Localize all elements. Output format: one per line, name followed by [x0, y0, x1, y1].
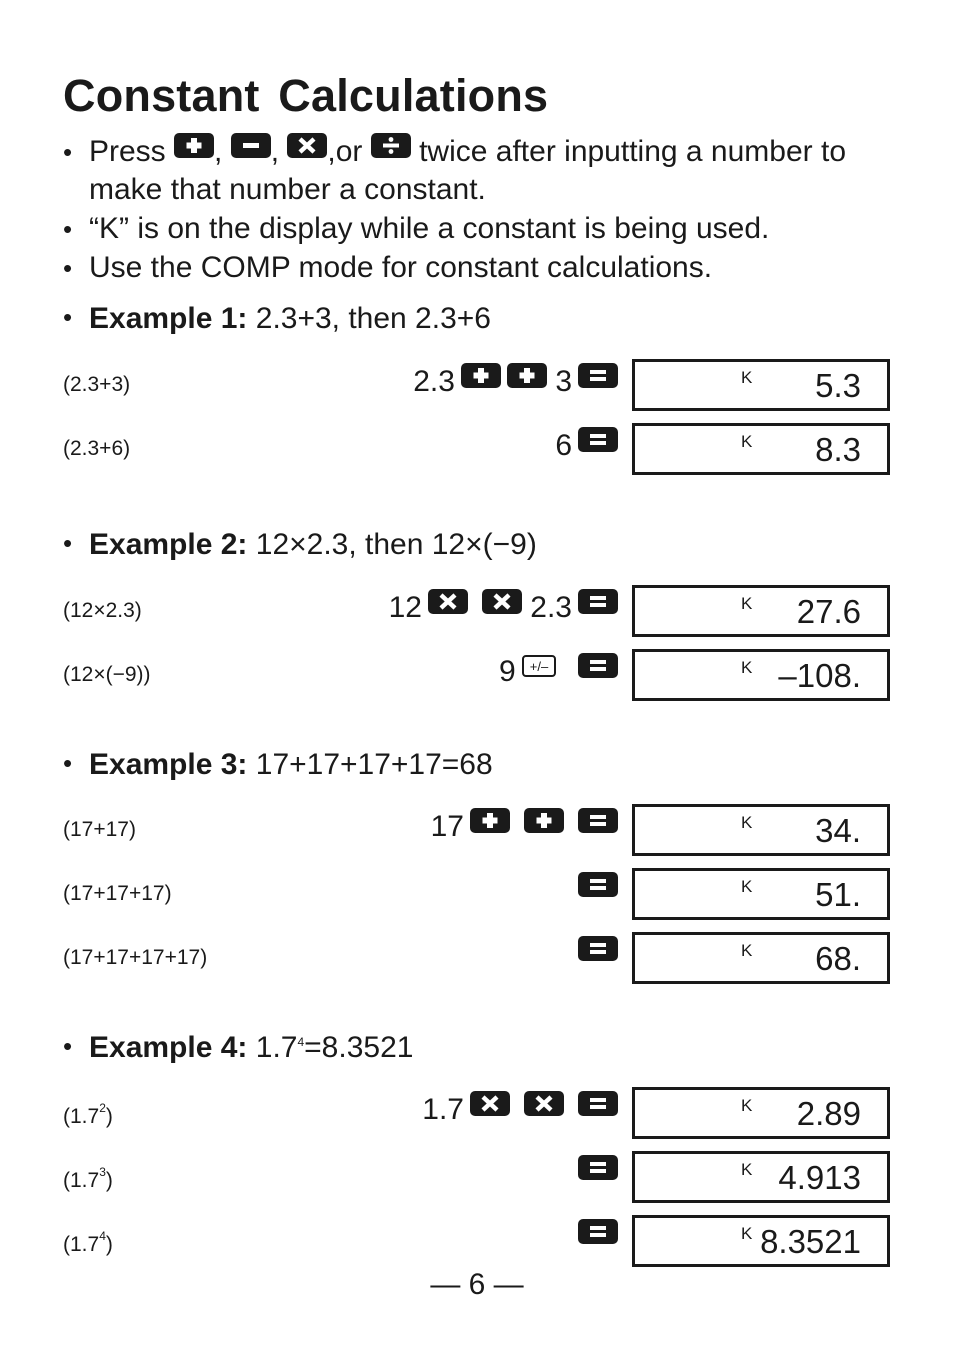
calculator-display: [632, 359, 890, 411]
bullet-dot: •: [63, 214, 73, 244]
plus-key-icon: [174, 133, 214, 158]
example-expression: 12×2.3, then 12×(−9): [247, 528, 537, 561]
equals-key-icon: [578, 653, 618, 678]
example-1-row-2: [0, 423, 954, 475]
intro-text-press: Press: [89, 135, 175, 168]
example-expression: 2.3+3, then 2.3+6: [247, 302, 491, 335]
constant-indicator: K: [741, 1160, 753, 1179]
example-2-row-2: [0, 649, 954, 701]
row-label: $(1.7^4)$: [63, 1229, 113, 1256]
example-3-row-1: [0, 804, 954, 856]
multiply-key-icon: [428, 589, 468, 614]
intro-bullet-1: [63, 133, 903, 209]
calculator-display: [632, 1151, 890, 1203]
key-sequence: 12 2.3: [389, 589, 618, 625]
plus-key-icon: [524, 808, 564, 833]
bullet-dot: •: [63, 302, 73, 332]
constant-indicator: K: [741, 368, 753, 387]
divide-key-icon: [371, 133, 411, 158]
intro-sep: ,or: [327, 135, 363, 168]
intro-sep: ,: [214, 135, 223, 168]
row-label: $(1.7^2)$: [63, 1101, 113, 1128]
calculator-display: [632, 423, 890, 475]
bullet-dot: •: [63, 1031, 73, 1061]
display-value: 5.3: [815, 367, 861, 404]
display-value: 4.913: [778, 1159, 861, 1196]
constant-indicator: K: [741, 941, 753, 960]
intro-text-line2: make that number a constant.: [89, 173, 486, 206]
equals-key-icon: [578, 1155, 618, 1180]
example-expression: 17+17+17+17=68: [247, 748, 493, 781]
example-3-row-2: [0, 868, 954, 920]
calculator-display: [632, 649, 890, 701]
key-sequence: 6: [555, 427, 618, 463]
calculator-display: [632, 1215, 890, 1267]
bullet-dot: •: [63, 748, 73, 778]
display-value: 27.6: [796, 593, 861, 630]
row-label: (17+17+17): [63, 882, 172, 905]
example-label: Example 3:: [89, 748, 248, 781]
example-exponent: 4: [297, 1035, 305, 1049]
equals-key-icon: [578, 872, 618, 897]
multiply-key-icon: [470, 1091, 510, 1116]
page-number: — 6 —: [430, 1268, 524, 1301]
multiply-key-icon: [524, 1091, 564, 1116]
example-2-row-1: [0, 585, 954, 637]
constant-indicator: K: [741, 877, 753, 896]
multiply-key-icon: [482, 589, 522, 614]
plus-key-icon: [470, 808, 510, 833]
bullet-dot: •: [63, 137, 73, 167]
example-expression-base: 1.7: [247, 1031, 298, 1064]
key-sequence: [572, 1155, 618, 1191]
example-3-row-3: [0, 932, 954, 984]
row-label: (17+17): [63, 818, 136, 841]
bullet-dot: •: [63, 253, 73, 283]
calculator-display: [632, 932, 890, 984]
multiply-key-icon: [287, 133, 327, 158]
row-label: $(1.7^3)$: [63, 1165, 113, 1192]
key-sequence: 1.7: [422, 1091, 618, 1127]
example-label: Example 1:: [89, 302, 248, 335]
display-value: 68.: [815, 940, 861, 977]
constant-indicator: K: [741, 813, 753, 832]
display-value: 51.: [815, 876, 861, 913]
key-sequence: [572, 936, 618, 972]
key-sequence: 2.3 3: [413, 363, 618, 399]
constant-indicator: K: [741, 1224, 753, 1243]
minus-key-icon: [231, 133, 271, 158]
calculator-display: [632, 1087, 890, 1139]
constant-indicator: K: [741, 594, 753, 613]
equals-key-icon: [578, 427, 618, 452]
row-label: (17+17+17+17): [63, 946, 208, 969]
example-1-row-1: [0, 359, 954, 411]
key-sequence: [572, 872, 618, 908]
plus-key-icon: [461, 363, 501, 388]
example-4-row-1: [0, 1087, 954, 1139]
display-value: 34.: [815, 812, 861, 849]
equals-key-icon: [578, 808, 618, 833]
intro-text-twice: twice after inputting a number to: [410, 135, 846, 168]
equals-key-icon: [578, 1091, 618, 1116]
example-label: Example 2:: [89, 528, 248, 561]
key-sequence: 17: [431, 808, 618, 844]
row-label: (2.3+6): [63, 437, 131, 460]
equals-key-icon: [578, 1219, 618, 1244]
key-sequence: 9: [499, 653, 618, 689]
constant-indicator: K: [741, 1096, 753, 1115]
calculator-display: [632, 585, 890, 637]
equals-key-icon: [578, 589, 618, 614]
calculator-display: [632, 868, 890, 920]
example-4-row-2: [0, 1151, 954, 1203]
constant-indicator: K: [741, 432, 753, 451]
row-label: (12×2.3): [63, 599, 142, 622]
example-label: Example 4:: [89, 1031, 248, 1064]
row-label: (12×(−9)): [63, 663, 151, 686]
example-expression-result: =8.3521: [304, 1031, 414, 1064]
equals-key-icon: [578, 936, 618, 961]
display-value: 8.3521: [760, 1223, 861, 1260]
bullet-dot: •: [63, 528, 73, 558]
display-value: 2.89: [796, 1095, 861, 1132]
example-4-row-3: [0, 1215, 954, 1267]
equals-key-icon: [578, 363, 618, 388]
display-value: 8.3: [815, 431, 861, 468]
row-label: (2.3+3): [63, 373, 131, 396]
constant-indicator: K: [741, 658, 753, 677]
key-sequence: [572, 1219, 618, 1255]
page-title: Constant Calculations: [63, 70, 549, 121]
intro-sep: ,: [270, 135, 280, 168]
display-value: –108.: [778, 657, 861, 694]
plus-key-icon: [507, 363, 547, 388]
plus-minus-key-icon: [522, 655, 556, 677]
calculator-display: [632, 804, 890, 856]
